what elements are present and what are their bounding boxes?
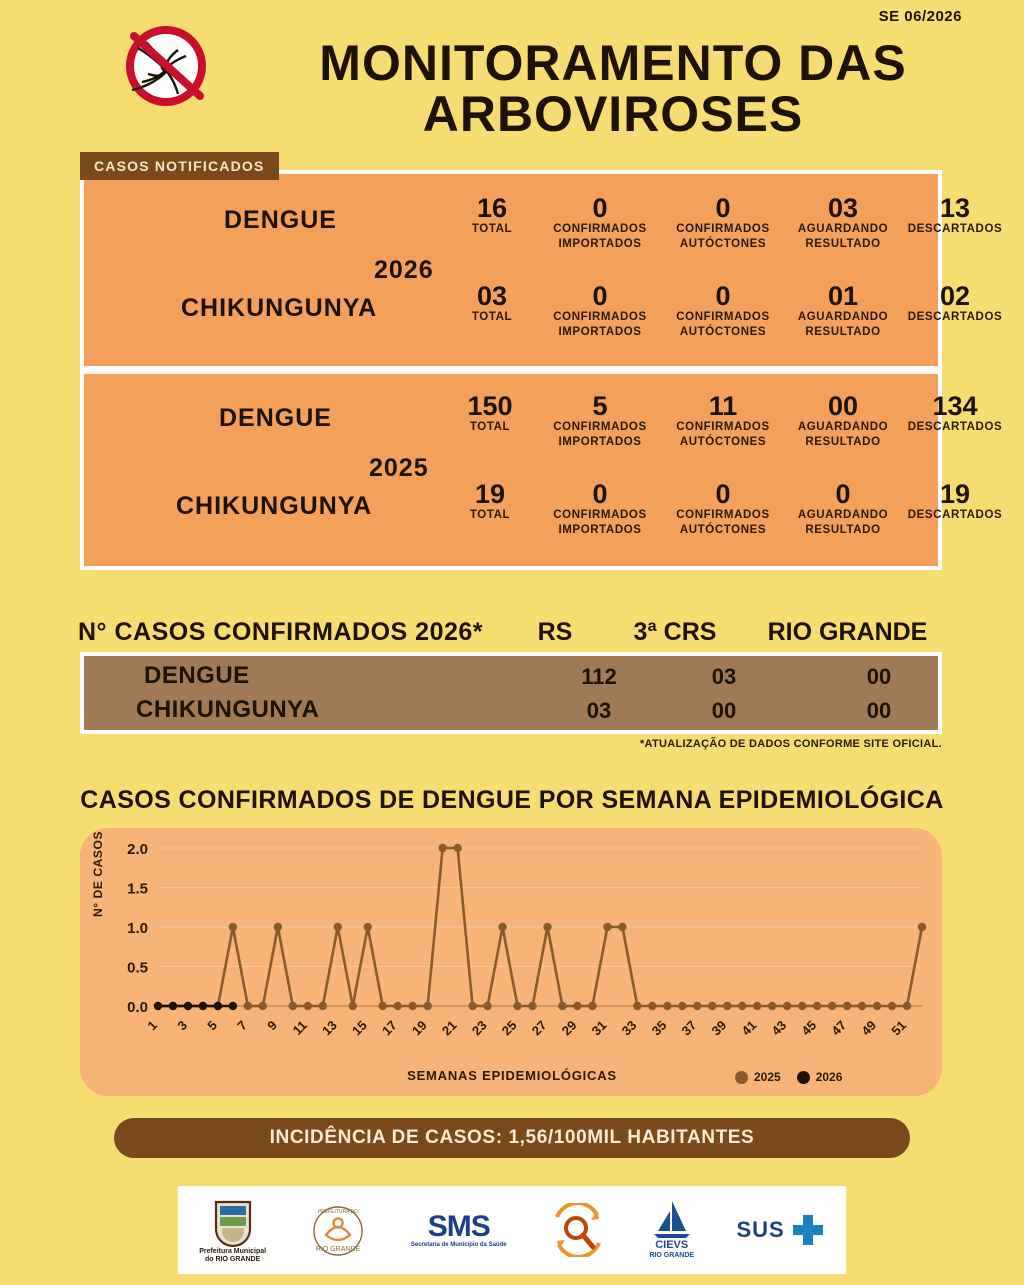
chart-card bbox=[80, 828, 942, 1096]
coat-of-arms-icon bbox=[210, 1196, 256, 1248]
svg-text:29: 29 bbox=[558, 1017, 580, 1039]
metric-value: 0 bbox=[715, 193, 731, 223]
svg-text:7: 7 bbox=[234, 1017, 251, 1034]
table-row bbox=[84, 274, 1003, 358]
svg-text:19: 19 bbox=[408, 1017, 430, 1039]
logo-caption: SMS bbox=[427, 1210, 490, 1243]
notified-group-2026 bbox=[84, 174, 1003, 366]
svg-text:13: 13 bbox=[319, 1017, 340, 1039]
svg-text:0.0: 0.0 bbox=[127, 999, 148, 1016]
logo-caption: RIO GRANDE bbox=[649, 1252, 695, 1260]
svg-text:5: 5 bbox=[204, 1017, 221, 1034]
notified-cases-tag: CASOS NOTIFICADOS bbox=[80, 152, 279, 180]
sms-logo bbox=[411, 1212, 507, 1248]
metric-caption: TOTAL bbox=[469, 509, 511, 522]
metric-total bbox=[439, 194, 545, 237]
metric-caption: CONFIRMADOS AUTÓCTONES bbox=[676, 509, 770, 536]
svg-text:17: 17 bbox=[378, 1017, 400, 1039]
disease-name: DENGUE bbox=[219, 404, 332, 432]
svg-text:35: 35 bbox=[648, 1017, 670, 1039]
svg-text:43: 43 bbox=[768, 1017, 790, 1039]
svg-text:3: 3 bbox=[174, 1017, 191, 1034]
svg-text:1.5: 1.5 bbox=[127, 880, 148, 898]
svg-text:37: 37 bbox=[678, 1017, 700, 1039]
logo-caption: Prefeitura Municipal bbox=[199, 1247, 267, 1255]
magnifier-icon bbox=[549, 1203, 607, 1257]
logo-caption: do RIO GRANDE bbox=[205, 1256, 261, 1263]
metric-caption: TOTAL bbox=[469, 421, 511, 434]
confirmed-col-crs: 3ª CRS bbox=[633, 618, 717, 646]
metric-awaiting bbox=[784, 194, 902, 251]
metric-autochthonous bbox=[662, 392, 784, 449]
legend-dot-2025 bbox=[735, 1071, 748, 1084]
metric-discarded bbox=[896, 392, 1014, 435]
metric-value: 02 bbox=[939, 281, 971, 311]
table-row bbox=[84, 658, 938, 695]
metric-awaiting bbox=[784, 282, 902, 339]
no-mosquito-icon bbox=[108, 24, 218, 116]
confirmed-col-rs: RS bbox=[537, 618, 573, 646]
sus-logo bbox=[736, 1213, 824, 1247]
svg-text:27: 27 bbox=[528, 1017, 550, 1039]
metric-value: 134 bbox=[932, 391, 978, 421]
svg-text:0.5: 0.5 bbox=[127, 959, 148, 977]
confirmed-cases-box bbox=[80, 652, 942, 734]
logo-caption: SUS bbox=[736, 1217, 785, 1242]
value-rio-grande: 00 bbox=[866, 664, 892, 689]
metric-value: 150 bbox=[467, 391, 513, 421]
metric-value: 0 bbox=[592, 281, 608, 311]
logo-caption: Secretaria de Município da Saúde bbox=[410, 1242, 507, 1248]
metric-value: 16 bbox=[476, 193, 508, 223]
year-label-2025: 2025 bbox=[369, 454, 429, 482]
value-crs: 00 bbox=[711, 698, 737, 723]
metric-value: 00 bbox=[827, 391, 859, 421]
metric-value: 01 bbox=[827, 281, 859, 311]
vigilancia-lupa-logo bbox=[549, 1203, 607, 1257]
chart-legend bbox=[735, 1070, 842, 1084]
metric-caption: AGUARDANDO RESULTADO bbox=[797, 311, 889, 338]
metric-value: 0 bbox=[835, 479, 851, 509]
disease-name: DENGUE bbox=[144, 662, 250, 689]
metric-total bbox=[439, 282, 545, 325]
metric-caption: AGUARDANDO RESULTADO bbox=[797, 421, 889, 448]
dengue-weekly-line-chart bbox=[80, 828, 942, 1096]
table-row bbox=[84, 186, 1003, 270]
metric-discarded bbox=[896, 282, 1014, 325]
epi-week-label: SE 06/2026 bbox=[878, 8, 962, 25]
metric-caption: TOTAL bbox=[471, 311, 513, 324]
metric-caption: CONFIRMADOS AUTÓCTONES bbox=[676, 421, 770, 448]
svg-text:23: 23 bbox=[468, 1017, 490, 1039]
legend-label-2026: 2026 bbox=[815, 1070, 843, 1084]
metric-caption: CONFIRMADOS AUTÓCTONES bbox=[676, 311, 770, 338]
disease-name: CHIKUNGUNYA bbox=[136, 696, 320, 723]
prefeitura-rio-grande-logo bbox=[308, 1201, 368, 1259]
table-row bbox=[84, 384, 1003, 468]
chart-x-axis-label: SEMANAS EPIDEMIOLÓGICAS bbox=[407, 1068, 617, 1083]
svg-text:RIO GRANDE: RIO GRANDE bbox=[316, 1246, 361, 1253]
metric-caption: CONFIRMADOS IMPORTADOS bbox=[553, 311, 647, 338]
metric-caption: DESCARTADOS bbox=[907, 311, 1003, 324]
metric-caption: CONFIRMADOS IMPORTADOS bbox=[553, 223, 647, 250]
metric-autochthonous bbox=[662, 282, 784, 339]
brasao-rio-grande-logo bbox=[199, 1196, 266, 1265]
incidence-banner: INCIDÊNCIA DE CASOS: 1,56/100MIL HABITANTES bbox=[114, 1118, 910, 1158]
metric-caption: CONFIRMADOS IMPORTADOS bbox=[553, 509, 647, 536]
metric-value: 19 bbox=[939, 479, 971, 509]
confirmed-cases-note: *ATUALIZAÇÃO DE DADOS CONFORME SITE OFICIAL. bbox=[639, 738, 942, 750]
chart-y-axis-label bbox=[91, 897, 105, 917]
notified-group-2025 bbox=[84, 374, 1003, 566]
svg-text:11: 11 bbox=[289, 1017, 310, 1038]
cievs-logo bbox=[649, 1199, 694, 1261]
metric-imported bbox=[539, 392, 661, 449]
metric-awaiting bbox=[784, 392, 902, 449]
chart-title: CASOS CONFIRMADOS DE DENGUE POR SEMANA EPIDEMIOLÓGICA bbox=[80, 786, 944, 814]
value-rs: 112 bbox=[581, 664, 617, 689]
value-crs: 03 bbox=[711, 664, 737, 689]
notified-cases-box bbox=[80, 170, 1003, 570]
metric-value: 03 bbox=[827, 193, 859, 223]
svg-text:9: 9 bbox=[264, 1017, 280, 1034]
svg-text:1: 1 bbox=[144, 1017, 161, 1034]
metric-value: 13 bbox=[939, 193, 971, 223]
metric-caption: DESCARTADOS bbox=[907, 421, 1003, 434]
disease-name: CHIKUNGUNYA bbox=[181, 294, 378, 322]
svg-text:PREFEITURA DO: PREFEITURA DO bbox=[318, 1209, 359, 1215]
svg-text:15: 15 bbox=[349, 1017, 370, 1039]
metric-caption: DESCARTADOS bbox=[907, 223, 1003, 236]
metric-value: 03 bbox=[476, 281, 508, 311]
svg-text:1.0: 1.0 bbox=[127, 920, 148, 937]
svg-text:47: 47 bbox=[828, 1017, 850, 1039]
disease-name: CHIKUNGUNYA bbox=[176, 492, 373, 520]
metric-value: 0 bbox=[715, 479, 731, 509]
metric-total bbox=[434, 392, 546, 435]
panel-divider bbox=[84, 366, 938, 374]
metric-caption: DESCARTADOS bbox=[907, 509, 1003, 522]
legend-label-2025: 2025 bbox=[754, 1070, 781, 1084]
svg-text:45: 45 bbox=[798, 1017, 820, 1039]
svg-text:49: 49 bbox=[858, 1017, 880, 1039]
svg-text:51: 51 bbox=[888, 1017, 910, 1039]
table-row bbox=[84, 472, 1003, 556]
metric-caption: TOTAL bbox=[471, 223, 513, 236]
prefeitura-circle-icon bbox=[308, 1201, 368, 1259]
metric-autochthonous bbox=[662, 194, 784, 251]
metric-imported bbox=[539, 194, 661, 251]
svg-text:21: 21 bbox=[438, 1017, 460, 1039]
svg-text:41: 41 bbox=[738, 1017, 760, 1039]
health-cross-icon bbox=[791, 1213, 825, 1247]
metric-total bbox=[434, 480, 546, 523]
metric-value: 11 bbox=[708, 391, 738, 421]
cievs-sail-icon bbox=[650, 1199, 694, 1239]
page-title: MONITORAMENTO DAS ARBOVIROSES bbox=[319, 35, 907, 142]
metric-value: 19 bbox=[474, 479, 506, 509]
metric-autochthonous bbox=[662, 480, 784, 537]
value-rs: 03 bbox=[586, 698, 612, 723]
metric-caption: CONFIRMADOS AUTÓCTONES bbox=[676, 223, 770, 250]
header bbox=[108, 18, 978, 142]
metric-caption: AGUARDANDO RESULTADO bbox=[797, 223, 889, 250]
metric-value: 0 bbox=[592, 193, 608, 223]
footer-logos bbox=[178, 1186, 846, 1274]
metric-value: 5 bbox=[592, 391, 608, 421]
metric-awaiting bbox=[784, 480, 902, 537]
year-label-2026: 2026 bbox=[374, 256, 434, 284]
metric-imported bbox=[539, 282, 661, 339]
metric-caption: AGUARDANDO RESULTADO bbox=[797, 509, 889, 536]
metric-discarded bbox=[896, 480, 1014, 523]
svg-text:31: 31 bbox=[588, 1017, 610, 1039]
metric-value: 0 bbox=[592, 479, 608, 509]
metric-discarded bbox=[896, 194, 1014, 237]
confirmed-col-rio-grande: RIO GRANDE bbox=[767, 618, 928, 646]
logo-caption: CIEVS bbox=[655, 1239, 689, 1252]
disease-name: DENGUE bbox=[224, 206, 337, 234]
legend-dot-2026 bbox=[797, 1071, 810, 1084]
metric-value: 0 bbox=[715, 281, 731, 311]
metric-imported bbox=[539, 480, 661, 537]
svg-text:39: 39 bbox=[708, 1017, 730, 1039]
metric-caption: CONFIRMADOS IMPORTADOS bbox=[553, 421, 647, 448]
value-rio-grande: 00 bbox=[866, 698, 892, 723]
confirmed-cases-title: N° CASOS CONFIRMADOS 2026* bbox=[78, 618, 484, 646]
svg-text:25: 25 bbox=[498, 1017, 520, 1039]
svg-text:33: 33 bbox=[618, 1017, 640, 1039]
svg-text:2.0: 2.0 bbox=[127, 841, 148, 858]
table-row bbox=[84, 694, 938, 731]
